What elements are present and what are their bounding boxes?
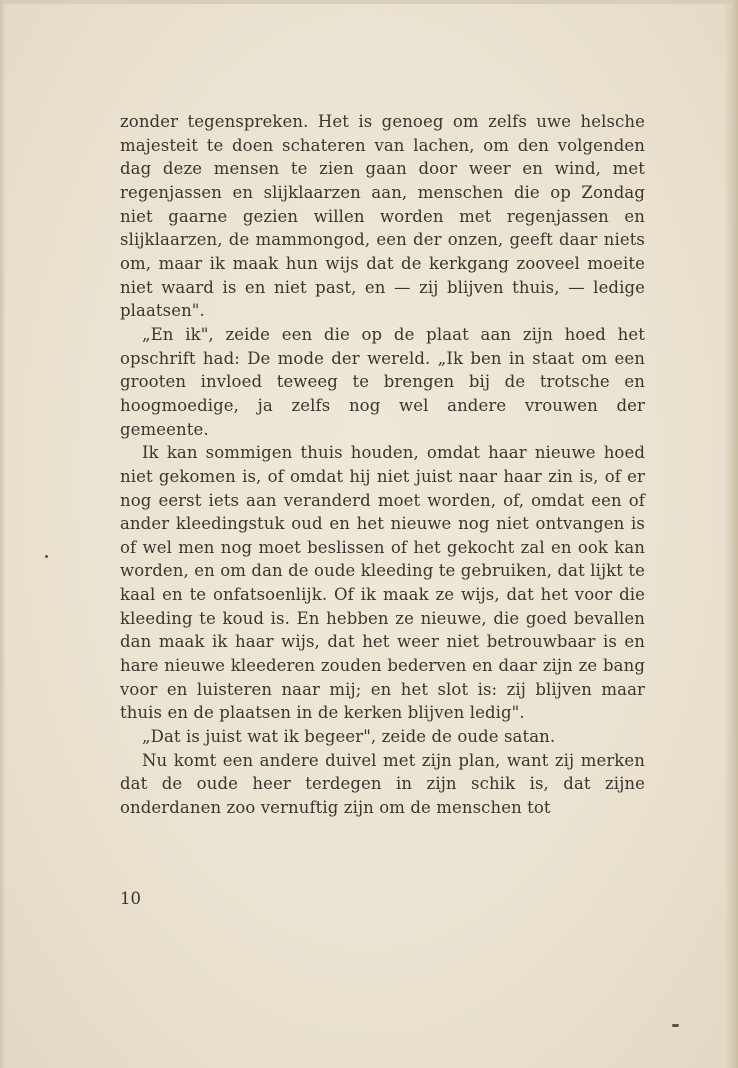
paragraph-5: Nu komt een andere duivel met zijn plan, want zij merken dat de oude heer terdegen in zijn schik is, dat zijne onderdanen zoo vernuftig zijn om de menschen tot bbox=[120, 750, 645, 818]
page-top-edge bbox=[0, 0, 738, 4]
paragraph-1: zonder tegenspreken. Het is genoeg om zelfs uwe helsche majesteit te doen schateren van lachen, om den volgenden dag deze mensen te zien gaan door weer en wind, met regenjassen en slijklaarzen aan, menschen die op Zondag niet gaarne gezien willen worden met regenjassen en slijklaarzen, de mammongod, een der onzen, geeft daar niets om, maar ik maak hun wijs dat de kerkgang zooveel moeite niet waard is en niet past, en — zij blijven thuis, — ledige plaatsen". bbox=[120, 112, 645, 321]
paragraph-4: „Dat is juist wat ik begeer", zeide de oude satan. bbox=[142, 727, 556, 747]
body-text bbox=[120, 110, 645, 820]
page-number: 10 bbox=[120, 889, 141, 908]
ink-speck bbox=[45, 555, 48, 558]
ink-speck bbox=[672, 1024, 679, 1027]
page-right-edge bbox=[724, 0, 738, 1068]
paragraph-2: „En ik", zeide een die op de plaat aan zijn hoed het opschrift had: De mode der wereld. „Ik ben in staat om een grooten invloed teweeg te brengen bij de trotsche en hoogmoedige, ja zelfs nog wel andere vrouwen der gemeente. bbox=[120, 324, 645, 439]
paragraph-3: Ik kan sommigen thuis houden, omdat haar nieuwe hoed niet gekomen is, of omdat hij niet juist naar haar zin is, of er nog eerst iets aan veranderd moet worden, of, omdat een of ander kleedingstuk oud en het nieuwe nog niet ontvangen is of wel men nog moet beslissen of het gekocht zal en ook kan worden, en om dan de oude kleeding te gebruiken, dat lijkt te kaal en te onfatsoenlijk. Of ik maak ze wijs, dat het voor die kleeding te koud is. En hebben ze nieuwe, die goed bevallen dan maak ik haar wijs, dat het weer niet betrouwbaar is en hare nieuwe kleederen zouden bederven en daar zijn ze bang voor en luisteren naar mij; en het slot is: zij blijven maar thuis en de plaatsen in de kerken blijven ledig". bbox=[120, 443, 645, 723]
page-left-edge bbox=[0, 0, 6, 1068]
